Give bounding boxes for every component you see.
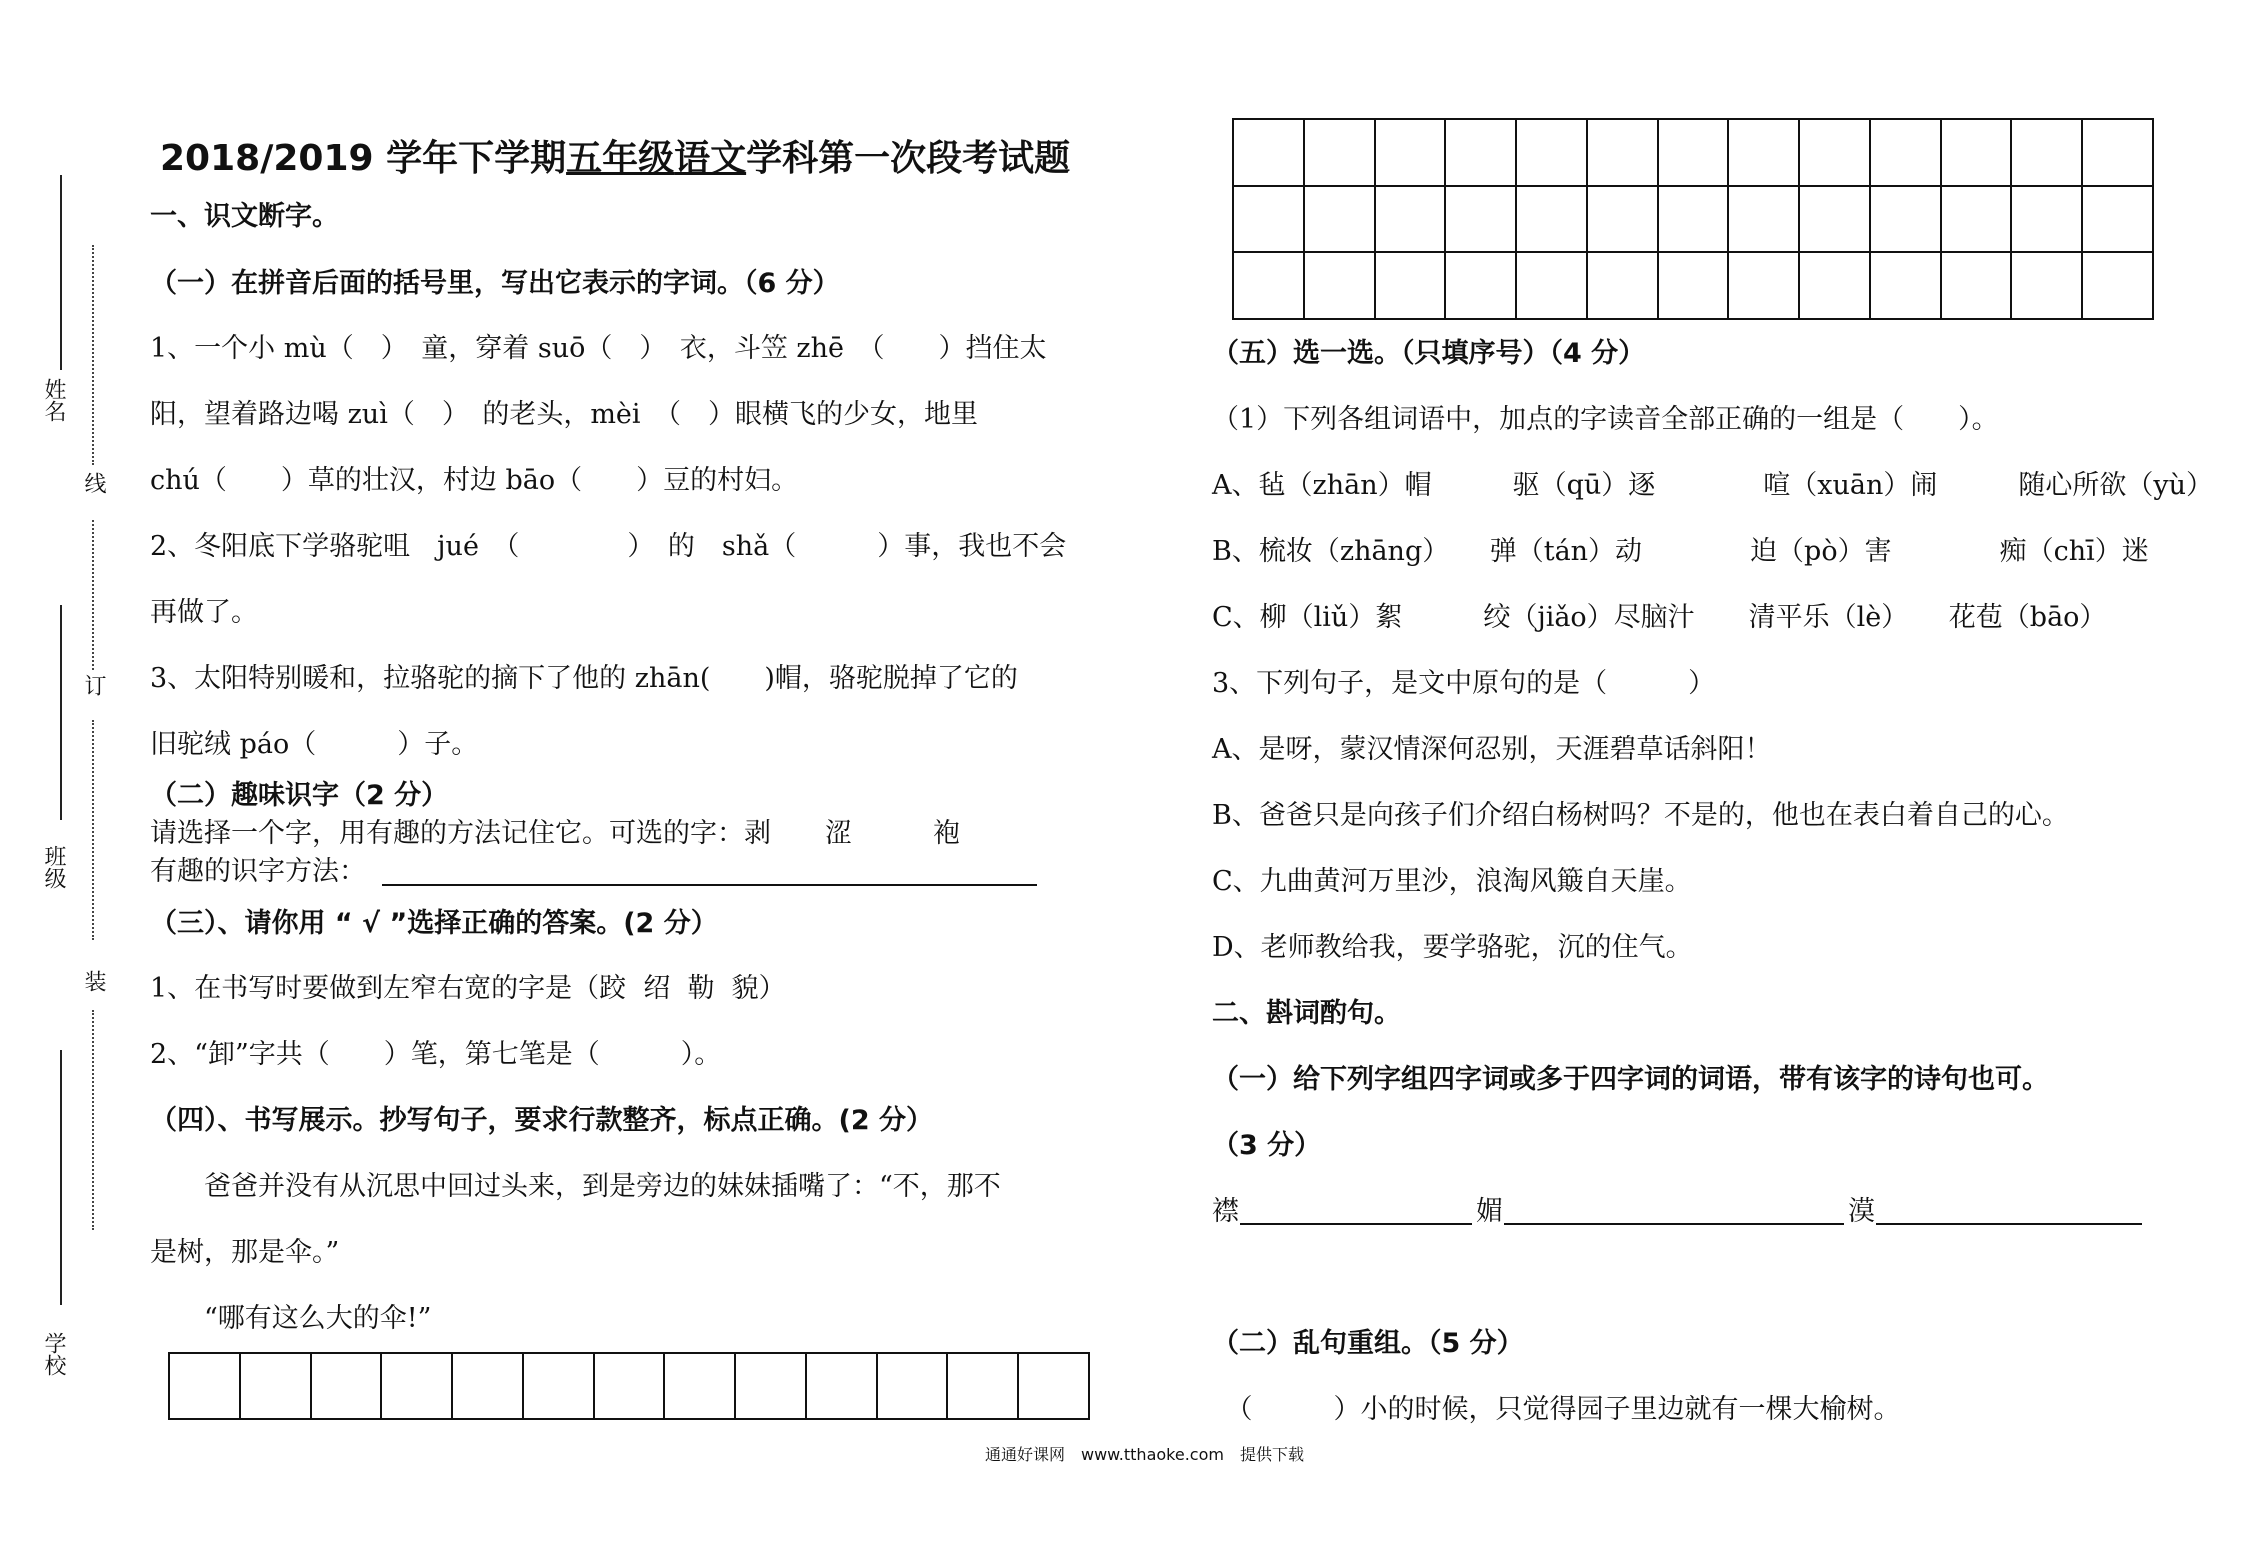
zhuang-label: 装	[81, 970, 106, 992]
option-line: C、九曲黄河万里沙，浪淘风簸自天崖。	[1212, 866, 1692, 897]
ding-label: 订	[81, 674, 106, 696]
passage-line: “哪有这么大的伞!”	[150, 1303, 432, 1334]
writing-grid-left[interactable]	[168, 1352, 1090, 1420]
answer-underline[interactable]	[382, 884, 1037, 886]
question-line: 2、冬阳底下学骆驼咀 jué （ ） 的 shǎ（ ）事，我也不会	[150, 531, 1067, 562]
subsection-1-3: （三）、请你用 “ √ ”选择正确的答案。(2 分）	[150, 908, 718, 939]
question-line: （ ）小的时候，只觉得园子里边就有一棵大榆树。	[1212, 1394, 1901, 1425]
question-line: 2、“卸”字共（ ）笔，第七笔是（ ）。	[150, 1039, 722, 1070]
name-label: 姓名	[41, 378, 66, 422]
exam-title: 2018/2019 学年下学期五年级语文学科第一次段考试题	[160, 138, 1071, 179]
passage-line: 是树，那是伞。”	[150, 1237, 340, 1268]
question-line: 再做了。	[150, 597, 258, 628]
writing-grid-right[interactable]	[1232, 118, 2154, 320]
subsection-2-2: （二）乱句重组。（5 分）	[1212, 1328, 1524, 1359]
question-line: 1、一个小 mù（ ） 童，穿着 suō（ ） 衣，斗笠 zhē （ ）挡住太	[150, 333, 1047, 364]
option-line: C、柳（liǔ）絮 绞（jiǎo）尽脑汁 清平乐（lè） 花苞（bāo）	[1212, 602, 2107, 633]
question-line: 阳，望着路边喝 zuì（ ） 的老头，mèi （ ）眼横飞的少女，地里	[150, 399, 979, 430]
question-line: 1、在书写时要做到左窄右宽的字是（跤 绍 勒 貌）	[150, 973, 786, 1004]
section-2-heading: 二、斟词酌句。	[1212, 998, 1401, 1029]
subsection-1-4: （四）、书写展示。抄写句子，要求行款整齐，标点正确。(2 分）	[150, 1105, 934, 1136]
school-label: 学校	[41, 1332, 66, 1376]
answer-underline[interactable]	[1504, 1223, 1844, 1225]
subsection-2-1-score: （3 分）	[1212, 1130, 1322, 1161]
answer-underline[interactable]	[1876, 1223, 2142, 1225]
option-line: B、梳妆（zhāng） 弹（tán）动 迫（pò）害 痴（chī）迷	[1212, 536, 2149, 567]
question-line: 请选择一个字，用有趣的方法记住它。可选的字：剥 涩 袍	[150, 818, 960, 849]
question-line: （1）下列各组词语中，加点的字读音全部正确的一组是（ ）。	[1212, 404, 1999, 435]
word-prompt: 漠	[1848, 1196, 1875, 1227]
section-1-heading: 一、识文断字。	[150, 201, 339, 232]
question-line: chú（ ）草的壮汉，村边 bāo（ ）豆的村妇。	[150, 465, 799, 496]
subsection-1-5: （五）选一选。（只填序号）（4 分）	[1212, 338, 1646, 369]
subsection-2-1: （一）给下列字组四字词或多于四字词的词语，带有该字的诗句也可。	[1212, 1064, 2049, 1095]
passage-line: 爸爸并没有从沉思中回过头来，到是旁边的妹妹插嘴了：“不，那不	[150, 1171, 1001, 1202]
question-line: 3、下列句子，是文中原句的是（ ）	[1212, 668, 1716, 699]
option-line: A、毡（zhān）帽 驱（qū）逐 喧（xuān）闹 随心所欲（yù）	[1212, 470, 2214, 501]
option-line: D、老师教给我，要学骆驼，沉的住气。	[1212, 932, 1693, 963]
question-line: 旧驼绒 páo（ ）子。	[150, 729, 479, 760]
line-label: 线	[81, 472, 106, 494]
footer-credit: 通通好课网 www.tthaoke.com 提供下载	[985, 1445, 1304, 1464]
word-prompt: 襟	[1212, 1196, 1239, 1227]
option-line: A、是呀，蒙汉情深何忍别，天涯碧草话斜阳！	[1212, 734, 1772, 765]
subsection-1-2: （二）趣味识字（2 分）	[150, 780, 449, 811]
question-line: 3、太阳特别暖和，拉骆驼的摘下了他的 zhān( )帽，骆驼脱掉了它的	[150, 663, 1018, 694]
question-line: 有趣的识字方法：	[150, 856, 366, 887]
word-prompt: 媚	[1476, 1196, 1503, 1227]
class-label: 班级	[41, 845, 66, 889]
subsection-1-1: （一）在拼音后面的括号里，写出它表示的字词。（6 分）	[150, 268, 840, 299]
option-line: B、爸爸只是向孩子们介绍白杨树吗？不是的，他也在表白着自己的心。	[1212, 800, 2069, 831]
answer-underline[interactable]	[1240, 1223, 1472, 1225]
